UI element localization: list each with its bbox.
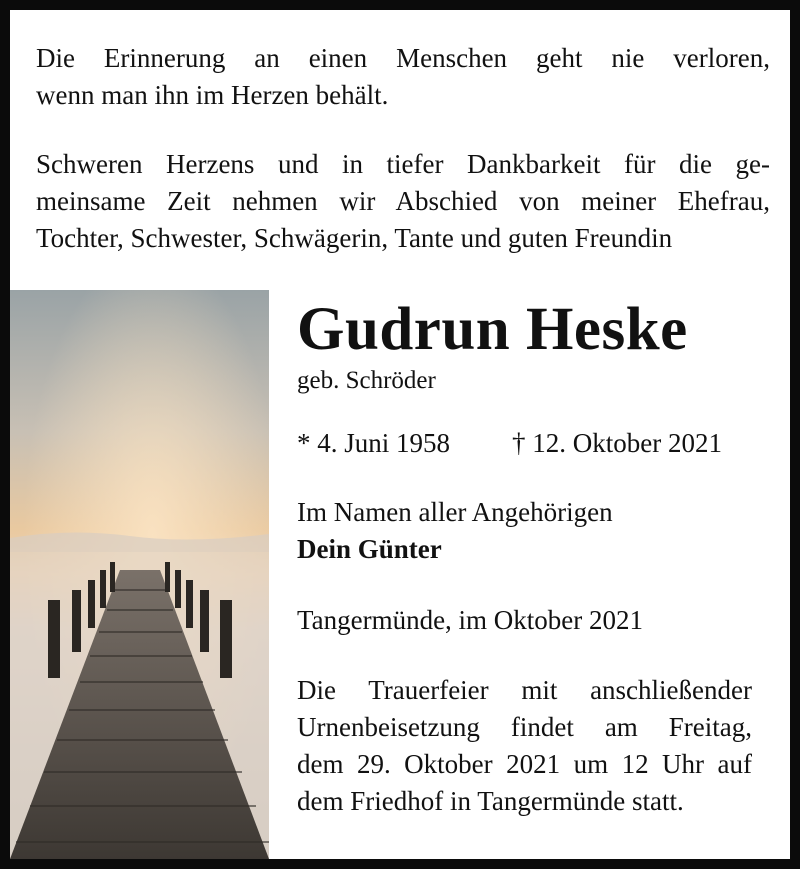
ceremony-info bbox=[297, 672, 752, 820]
birth-date: * 4. Juni 1958 bbox=[297, 428, 451, 458]
birth-name: geb. Schröder bbox=[297, 367, 436, 394]
life-dates bbox=[297, 425, 752, 462]
intro-line-1: Schweren Herzens und in tiefer Dankbarkeit für die ge- bbox=[36, 149, 770, 179]
place-date: Tangermünde, im Oktober 2021 bbox=[297, 605, 644, 635]
memorial-quote bbox=[36, 40, 770, 114]
intro-paragraph bbox=[36, 146, 770, 257]
ceremony-line-2: Urnenbeisetzung findet am Freitag, bbox=[297, 712, 752, 742]
intro-line-3: Tochter, Schwester, Schwägerin, Tante und guten Freundin bbox=[36, 223, 673, 253]
signature-name: Dein Günter bbox=[297, 534, 442, 564]
pier-photo-image bbox=[10, 290, 269, 859]
signature-block bbox=[297, 494, 752, 568]
death-date: † 12. Oktober 2021 bbox=[512, 428, 722, 458]
quote-line-2: wenn man ihn im Herzen behält. bbox=[36, 80, 389, 110]
signature-line: Im Namen aller Angehörigen bbox=[297, 497, 613, 527]
intro-line-2: meinsame Zeit nehmen wir Abschied von meiner Ehefrau, bbox=[36, 186, 770, 216]
ceremony-line-1: Die Trauerfeier mit anschließender bbox=[297, 675, 752, 705]
ceremony-line-4: dem Friedhof in Tangermünde statt. bbox=[297, 786, 684, 816]
ceremony-line-3: dem 29. Oktober 2021 um 12 Uhr auf bbox=[297, 749, 752, 779]
pier-photo bbox=[10, 290, 269, 859]
deceased-name: Gudrun Heske bbox=[297, 296, 688, 363]
quote-line-1: Die Erinnerung an einen Menschen geht nie verloren, bbox=[36, 43, 770, 73]
